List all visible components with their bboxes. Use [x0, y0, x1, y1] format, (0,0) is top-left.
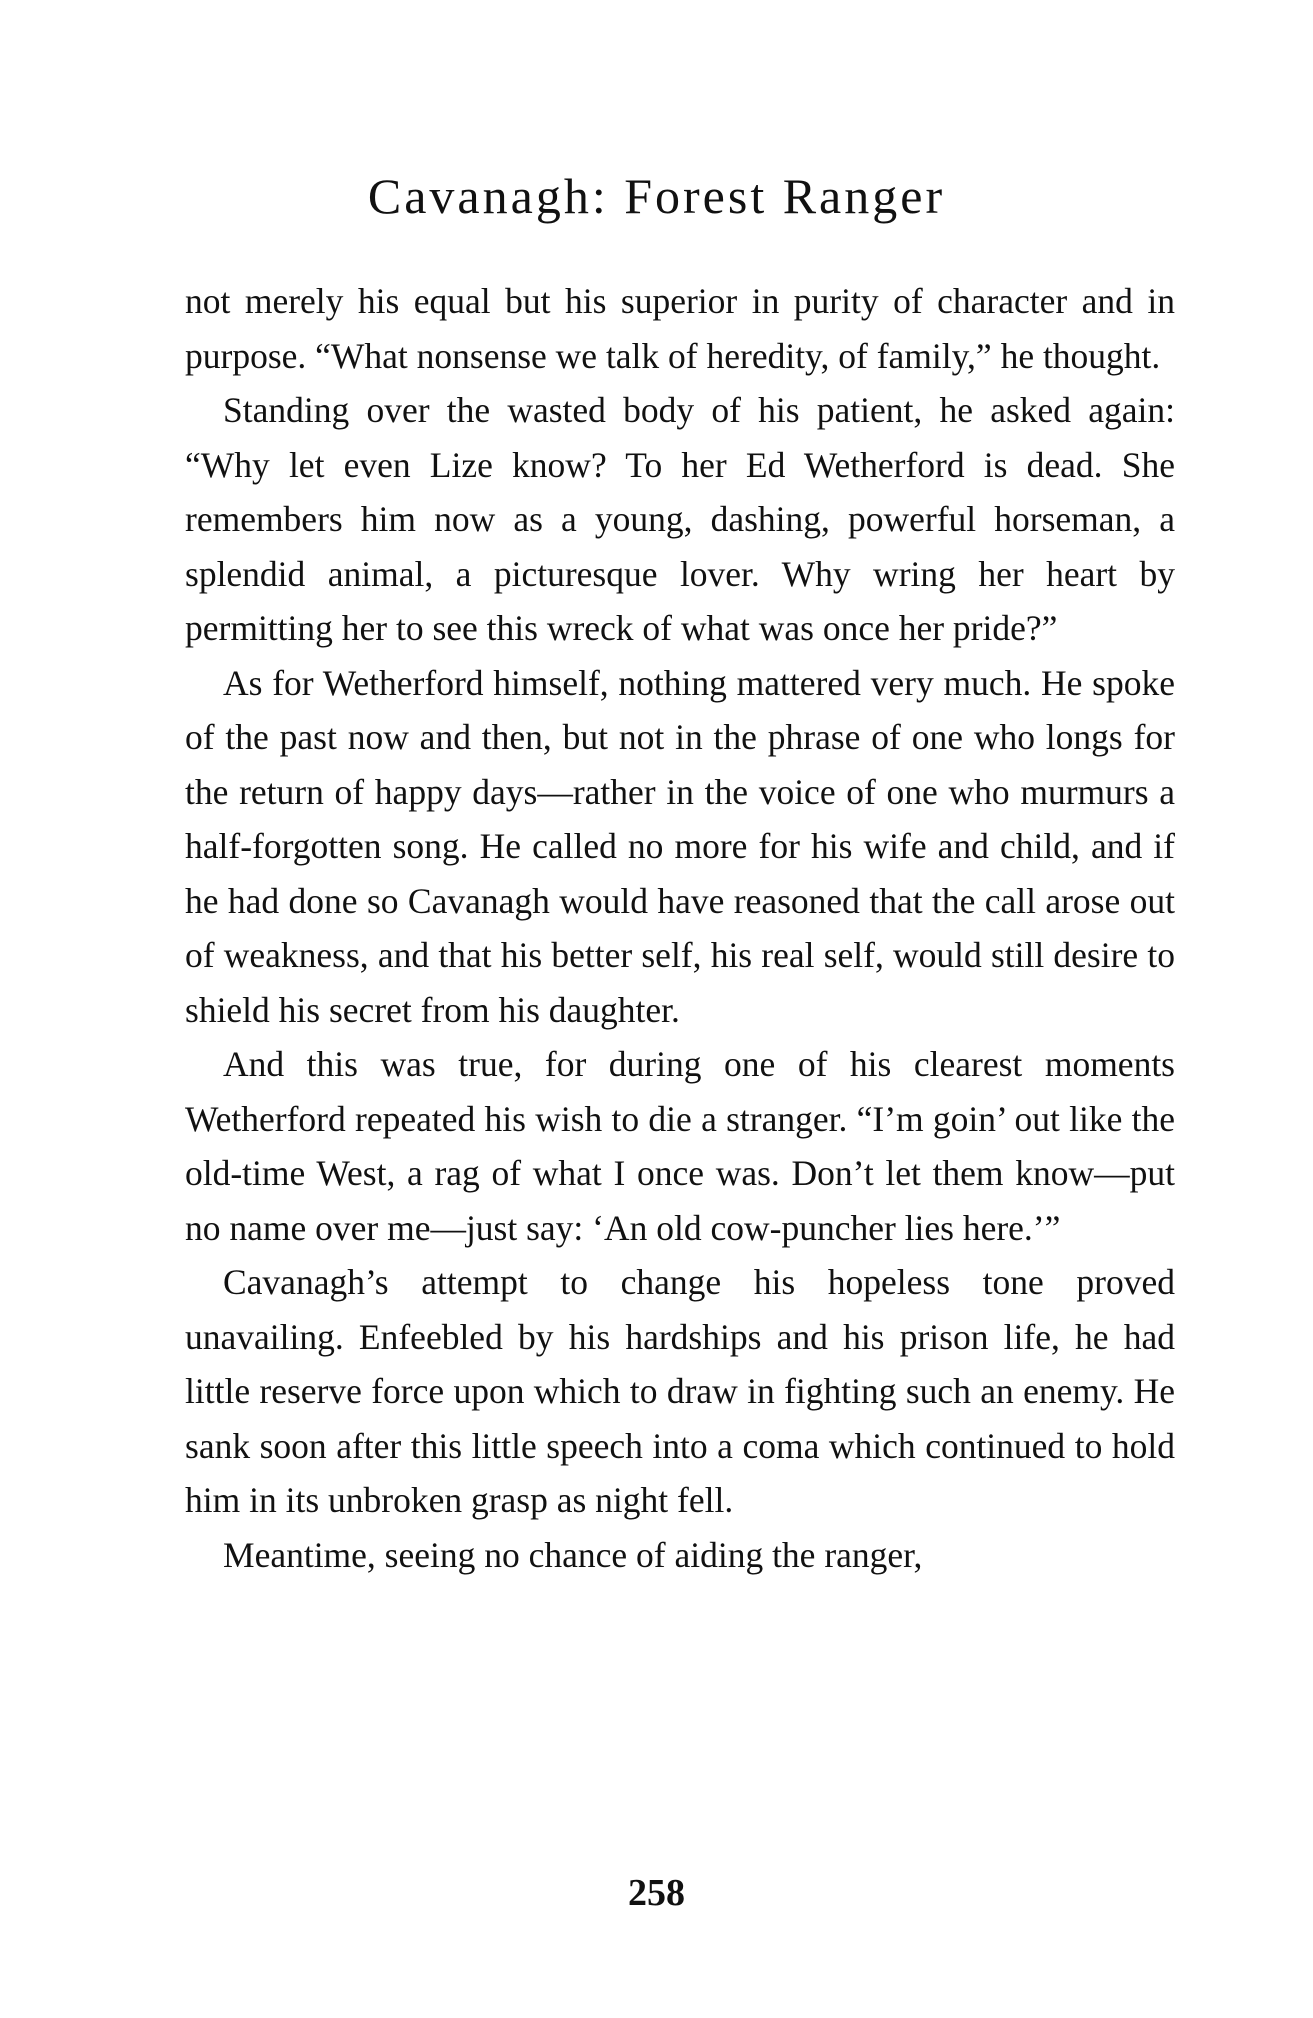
paragraph: Standing over the wasted body of his patient, he asked again: “Why let even Lize know? To her Ed Wetherford is dead. She remembers him now as a young, dashing, powerful horseman, a splendid animal, a picturesque lover. Why wring her heart by permitting her to see this wreck of what was once her pride?” [185, 390, 1175, 648]
paragraph: And this was true, for during one of his clearest moments Wetherford repeated his wish to die a stranger. “I’m goin’ out like the old-time West, a rag of what I once was. Don’t let them know—put no name over me—just say: ‘An old cow-puncher lies here.’” [185, 1044, 1175, 1248]
paragraph-continued: not merely his equal but his superior in purity of character and in purpose. “What nonsense we talk of heredity, of family,” he thought. [185, 281, 1175, 376]
body-text [185, 274, 1175, 1582]
paragraph: Meantime, seeing no chance of aiding the ranger, [223, 1534, 923, 1575]
page-number: 258 [628, 1872, 685, 1914]
paragraph: Cavanagh’s attempt to change his hopeless tone proved unavailing. Enfeebled by his hardships and his prison life, he had little reserve force upon which to draw in fighting such an enemy. He sank soon after this little speech into a coma which continued to hold him in its unbroken grasp as night fell. [185, 1262, 1175, 1520]
running-head-title: Cavanagh: Forest Ranger [367, 168, 946, 224]
paragraph: As for Wetherford himself, nothing mattered very much. He spoke of the past now and then, but not in the phrase of one who longs for the return of happy days—rather in the voice of one who murmurs a half-forgotten song. He called no more for his wife and child, and if he had done so Cavanagh would have reasoned that the call arose out of weakness, and that his better self, his real self, would still desire to shield his secret from his daughter. [185, 662, 1175, 1030]
